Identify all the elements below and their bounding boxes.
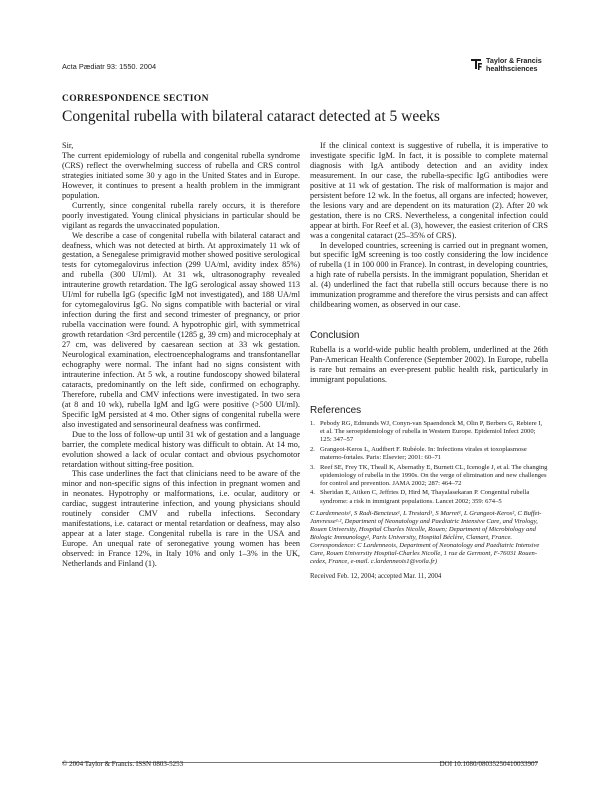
publisher-logo	[469, 54, 549, 76]
reference-number: 2.	[310, 445, 315, 453]
reference-number: 4.	[310, 489, 315, 497]
article-title: Congenital rubella with bilateral cataract detected at 5 weeks	[62, 108, 440, 125]
reference-item	[310, 420, 548, 444]
reference-item	[310, 464, 548, 488]
reference-item	[310, 489, 548, 505]
reference-number: 3.	[310, 463, 315, 471]
publisher-name: Taylor & Francis	[486, 56, 542, 65]
reference-item	[310, 446, 548, 462]
body-paragraph: Currently, since congenital rubella rarely occurs, it is therefore poorly investigated. Young clinical physicians in particular should be vigilant as regards the unvaccinated population.	[62, 200, 300, 230]
conclusion-heading: Conclusion	[310, 330, 360, 342]
body-paragraph: We describe a case of congenital rubella with bilateral cataract and deafness, which was not detected at birth. At approximately 11 wk of gestation, a Senegalese primigravid mother showed positive serological tests for cytomegalovirus infection (299 UA/ml, avidity index 85%) and rubella (300 UI/ml). At 31 wk, ultrasonography revealed intrauterine growth retardation. The IgG serological assay showed 113 UI/ml for rubella IgG (specific IgM not investigated), and 188 UA/ml for cytomegalovirus IgG. No signs compatible with bacterial or viral infection during the first and second trimester of pregnancy, or prior rubella vaccination were found. A hypotrophic girl, with symmetrical growth retardation <3rd percentile (1285 g, 39 cm) and microcephaly at 27 cm, was delivered by caesarean section at 33 wk gestation. Neurological examination, electroencephalograms and transfontanellar echography were normal. The infant had no signs consistent with intrauterine infection. At 5 wk, a routine fundoscopy showed bilateral cataracts, predominantly on the left side, confirmed on echography. Therefore, rubella and CMV infections were investigated. In two sera (at 8 and 10 wk), rubella IgM and IgG were positive (>500 UI/ml). Specific IgM persisted at 4 mo. Other signs of congenital rubella were also investigated and sensorineural deafness was confirmed.	[62, 230, 300, 429]
body-paragraph: Due to the loss of follow-up until 31 wk of gestation and a language barrier, the complete medical history was difficult to obtain. At 14 mo, evolution showed a lack of ocular contact and obvious psychomotor retardation without sitting-free position.	[62, 429, 300, 469]
body-paragraph: The current epidemiology of rubella and congenital rubella syndrome (CRS) reflect the overwhelming success of rubella and CRS control strategies initiated some 30 y ago in the United States and in Europe. However, it continues to present a health problem in the immigrant population.	[62, 150, 300, 200]
reference-text: Reef SE, Frey TK, Theall K, Abernathy E, Burnett CL, Icenogle J, et al. The changing epidemiology of rubella in the 1990s. On the verge of elimination and new challenges for control and prevention. JAMA 2002; 287: 464–72	[320, 463, 548, 487]
section-label: CORRESPONDENCE SECTION	[62, 94, 209, 104]
left-column	[62, 141, 300, 569]
publisher-division: healthsciences	[486, 64, 538, 73]
conclusion-text: Rubella is a world-wide public health problem, underlined at the 26th Pan-American Health Conference (September 2002). In Europe, rubella is rare but remains an ever-present public health risk, particularly in immigrant populations.	[310, 345, 548, 385]
doi-line: DOI 10.1080/08035250410033907	[439, 760, 538, 768]
journal-citation: Acta Pædiatr 93: 1550. 2004	[62, 62, 157, 71]
body-paragraph: This case underlines the fact that clinicians need to be aware of the minor and non-specific signs of this infection in pregnant women and in neonates. Hypotrophy or malformations, i.e. ocular, auditory or cardiac, suggest intrauterine infection, and young physicians should routinely consider CMV and rubella infections. Secondary manifestations, i.e. cataract or mental retardation or deafness, may also appear at a later stage. Congenital rubella is rare in the USA and Europe. An unequal rate of seronegative young women has been observed: in France 12%, in Italy 10% and only 1–3% in the UK, Netherlands and Finland (1).	[62, 469, 300, 569]
reference-list	[310, 420, 548, 506]
reference-text: Grangeot-Keros L, Audibert F. Rubéole. In: Infections virales et toxoplasmose materno-fœtales. Paris: Elsevier; 2001: 60–71	[320, 445, 527, 461]
reference-text: Pebody RG, Edmunds WJ, Conyn-van Spaendonck M, Olin P, Berbers G, Rebiere I, et al. The seroepidemiology of rubella in Western Europe. Epidemiol Infect 2000; 125: 347–57	[320, 419, 543, 444]
body-paragraph: In developed countries, screening is carried out in pregnant women, but specific IgM screening is too costly considering the low incidence of rubella (1 in 100 000 in France). In contrast, in developing countries, a high rate of rubella persists. In the immigrant population, Sheridan et al. (4) underlined the fact that rubella still occurs because there is no immunization programme and therefore the virus persists and can affect childbearing women, as observed in our case.	[310, 240, 548, 310]
publisher-mark-icon	[469, 57, 483, 71]
reference-text: Sheridan E, Aitken C, Jeffries D, Hird M, Thayalasekaran P. Congenital rubella syndrome: a risk in immigrant populations. Lancet 2002; 359: 674–5	[320, 489, 530, 505]
author-affiliation: C Lardenneois¹, S Radi-Bencteux¹, L Trestard¹, S Marret¹, L Grangeot-Keros², C Buffet-Janvresse¹·², Department of Neonatology and Paediatric Intensive Care, and Virology, Rouen University, Hospital Charles Nicolle, Rouen; Department of Microbiology and Biologic Immunology², Paris University, Hospital Béclère, Clamart, France. Correspondence: C Lardenneois, Department of Neonatology and Paediatric Intensive Care, Rouen University Hospital-Charles Nicolle, 1 rue de Germont, F-76031 Rouen-cedex, France, e-mail. c.lardenneois1@voila.fr)	[310, 509, 542, 566]
body-paragraph: If the clinical context is suggestive of rubella, it is imperative to investigate specific IgM. In fact, it is possible to complete maternal diagnosis with IgA antibody detection and an avidity index measurement. In our case, the rubella-specific IgG antibodies were positive at 11 wk of gestation. The risk of malformation is major and persistent before 12 wk. In the foetus, all organs are infected; however, the lesions vary and are dependent on its maturation (2). After 20 wk gestation, there is no CRS. Nevertheless, a congenital infection could appear at birth. For Reef et al. (3), however, the easiest criterion of CRS was a congenital cataract (25–35% of CRS).	[310, 141, 548, 240]
reference-number: 1.	[310, 419, 315, 427]
right-column	[310, 141, 548, 582]
copyright-line: © 2004 Taylor & Francis. ISSN 0803-5253	[62, 760, 184, 768]
references-heading: References	[310, 404, 362, 416]
salutation: Sir,	[62, 141, 74, 150]
received-date: Received Feb. 12, 2004; accepted Mar. 11, 2004	[310, 573, 442, 581]
